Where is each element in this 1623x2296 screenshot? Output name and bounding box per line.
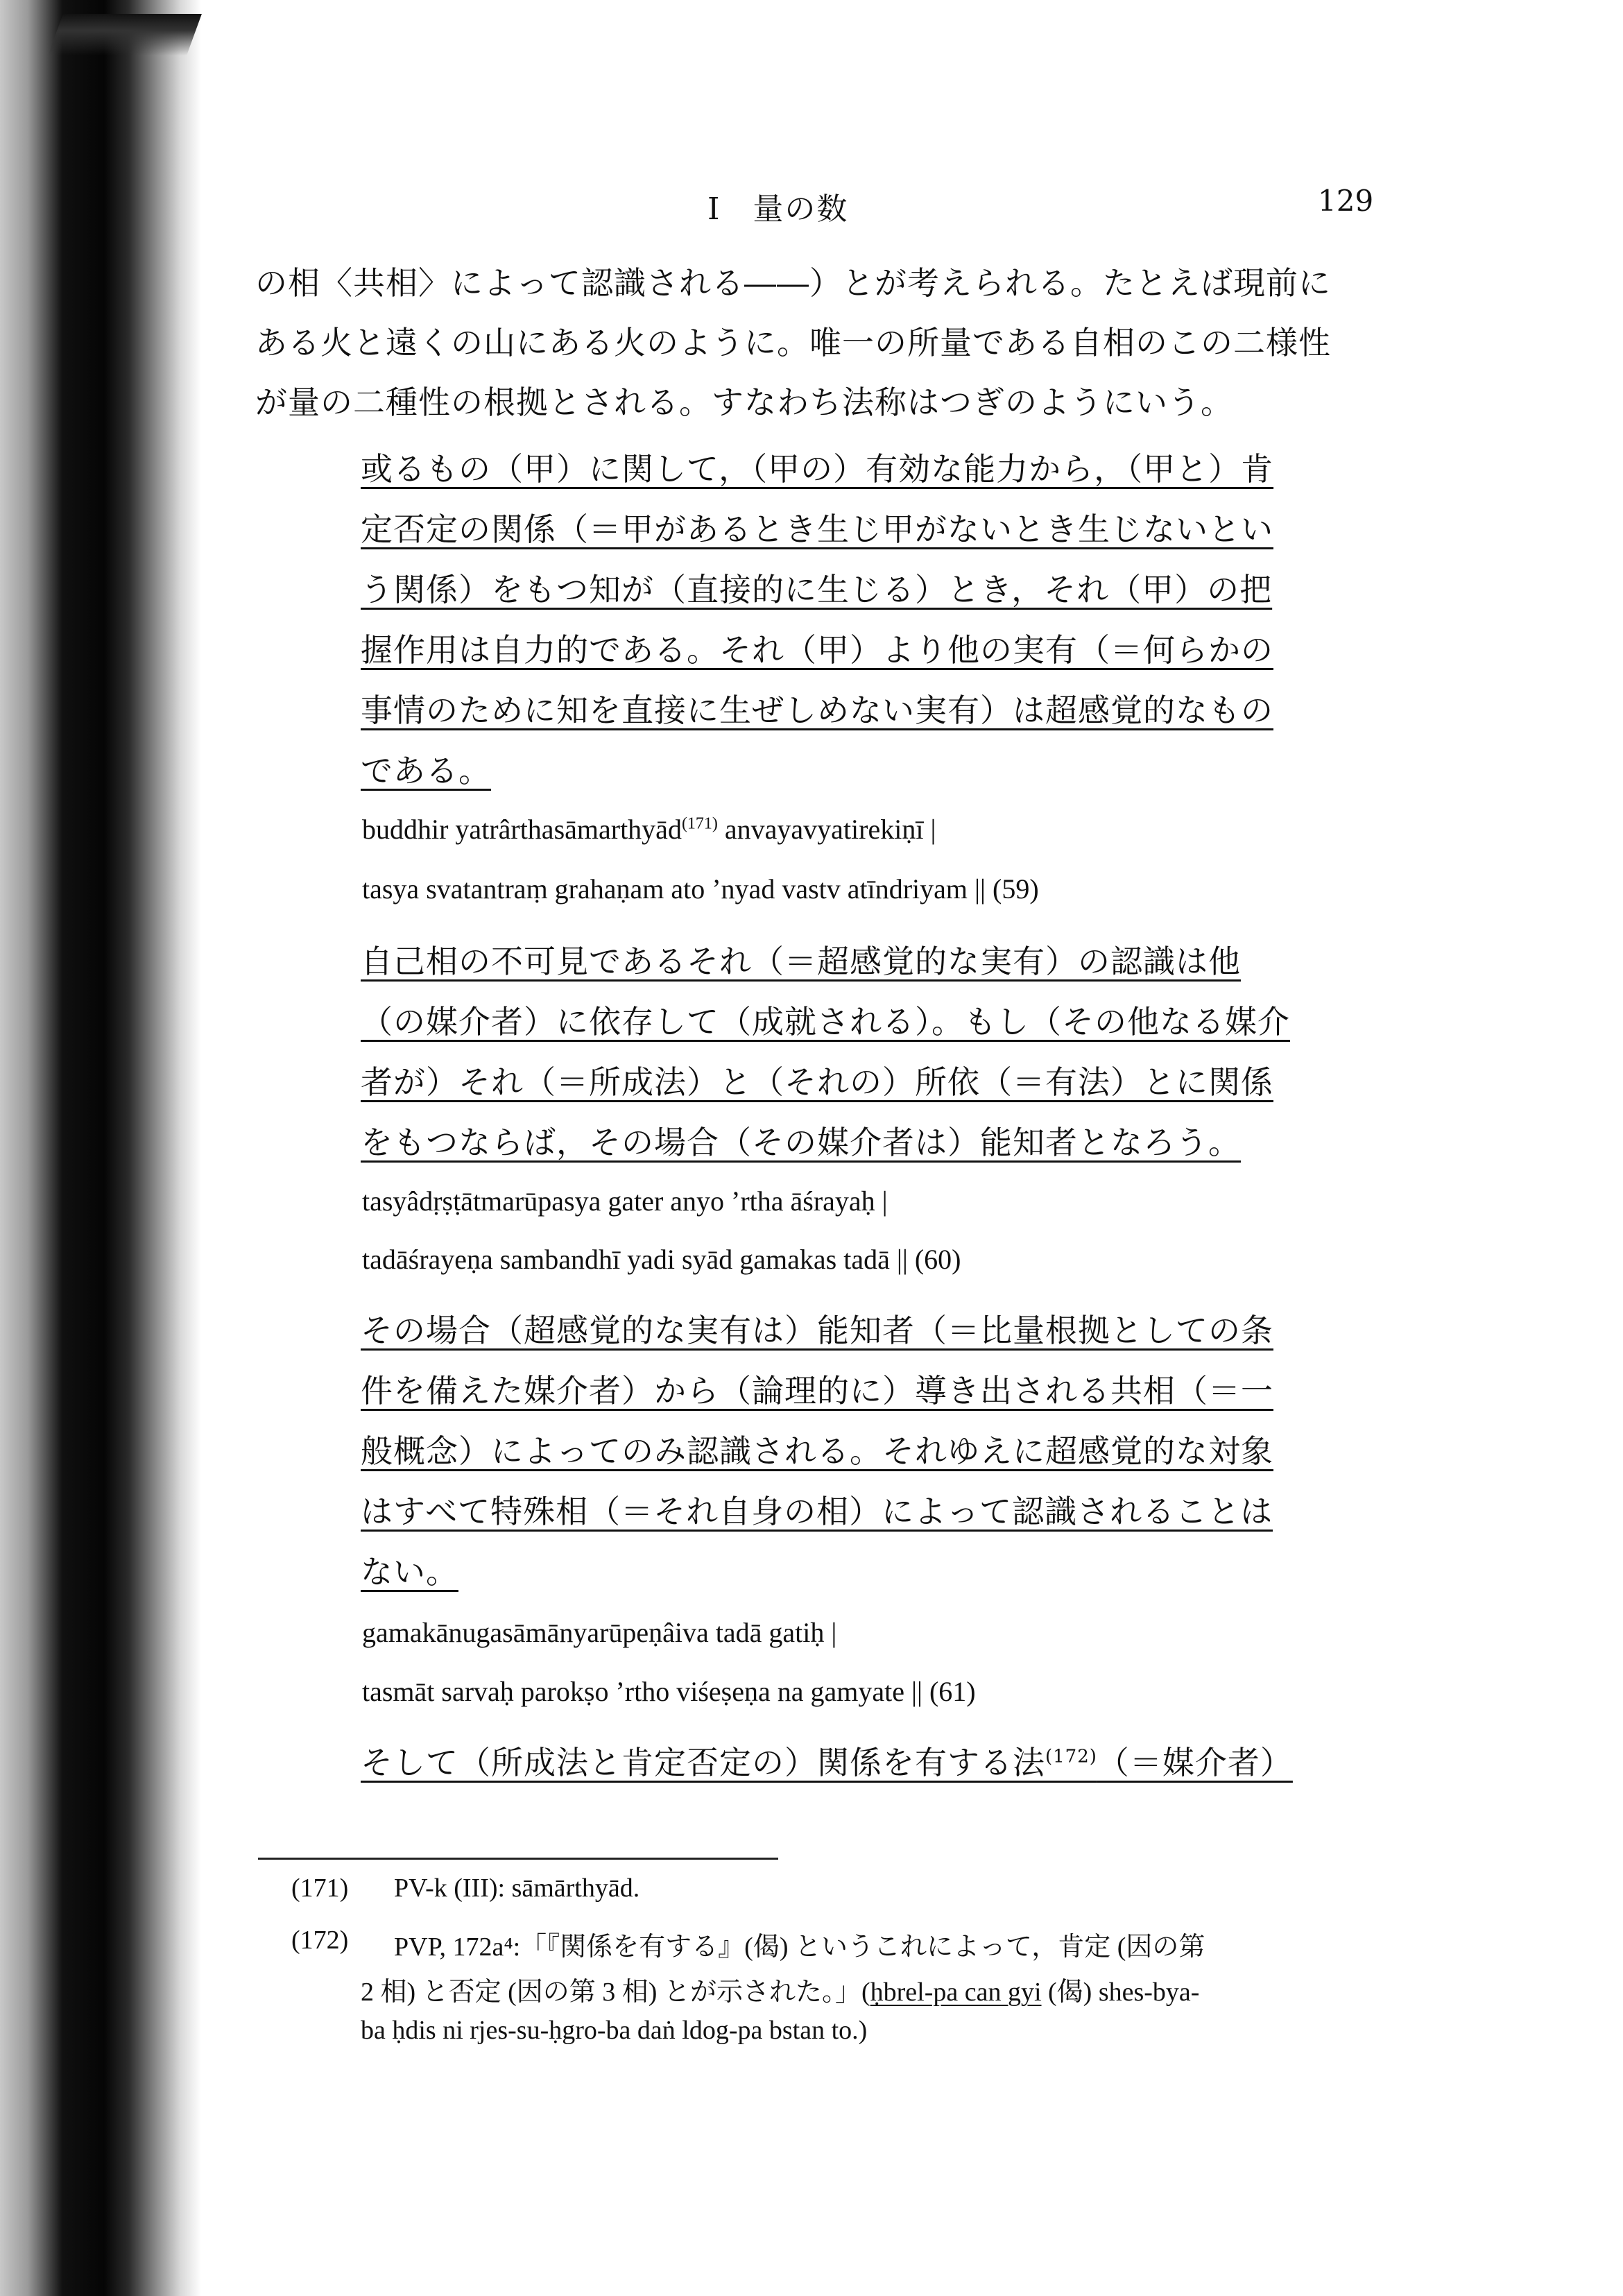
page-number: 129 [1318, 184, 1374, 218]
translation-line: をもつならば，その場合（その媒介者は）能知者となろう。 [361, 1124, 1241, 1161]
footnote-number: (171) [291, 1874, 349, 1903]
intro-line: の相〈共相〉によって認識される――）とが考えられる。たとえば現前に [255, 264, 1331, 302]
translation-line: （の媒介者）に依存して（成就される）。もし（その他なる媒介 [361, 1003, 1290, 1040]
sanskrit-verse-line: tadāśrayeṇa sambandhī yadi syād gamakas tadā || (60) [362, 1244, 961, 1275]
footnote-number: (172) [291, 1926, 349, 1955]
translation-line: 或るもの（甲）に関して，（甲の）有効な能力から，（甲と）肯 [361, 450, 1274, 488]
footnote-ref-171[interactable]: (171) [681, 814, 718, 833]
translation-line [361, 1738, 1293, 1783]
translation-text: （＝媒介者） [1097, 1744, 1293, 1781]
translation-line: である。 [361, 752, 491, 789]
footnote-text: PVP, 172a⁴:「『関係を有する』(偈) というこれによって，肯定 (因の第 [394, 1933, 1205, 1962]
translation-line: 事情のために知を直接に生ぜしめない実有）は超感覚的なもの [361, 692, 1273, 729]
footnote-divider [258, 1858, 778, 1860]
sanskrit-verse-line: tasyâdṛṣṭātmarūpasya gater anyo ’rtha āśrayaḥ | [362, 1185, 888, 1217]
footnote-text [361, 1970, 1199, 2008]
tibetan-term: ḥbrel-pa can gyi [870, 1978, 1042, 2007]
translation-line: はすべて特殊相（＝それ自身の相）によって認識されることは [361, 1493, 1273, 1530]
intro-line: が量の二種性の根拠とされる。すなわち法称はつぎのようにいう。 [255, 384, 1233, 421]
footnote-text-part: (偈) shes-bya- [1041, 1978, 1200, 2007]
footnote-text: ba ḥdis ni rjes-su-ḥgro-ba daṅ ldog-pa bstan to.) [361, 2016, 868, 2045]
translation-line: 件を備えた媒介者）から（論理的に）導き出される共相（＝一 [361, 1372, 1273, 1410]
translation-line: 般概念）によってのみ認識される。それゆえに超感覚的な対象 [361, 1432, 1273, 1470]
book-spine-shadow [0, 0, 201, 2296]
footnote-ref-172[interactable]: (172) [1045, 1746, 1097, 1767]
sanskrit-verse-line: tasmāt sarvaḥ parokṣo ’rtho viśeṣeṇa na gamyate || (61) [362, 1676, 976, 1707]
running-header: I 量の数 [707, 191, 849, 227]
translation-line: 者が）それ（＝所成法）と（それの）所依（＝有法）とに関係 [361, 1063, 1273, 1101]
sanskrit-verse-line: tasya svatantraṃ grahaṇam ato ’nyad vastv atīndriyam || (59) [362, 873, 1039, 905]
footnote-text-part: 2 相) と否定 (因の第 3 相) とが示された。」( [361, 1978, 870, 2007]
intro-line: ある火と遠くの山にある火のように。唯一の所量である自相のこの二様性 [255, 324, 1331, 361]
translation-line: 握作用は自力的である。それ（甲）より他の実有（＝何らかの [361, 631, 1273, 669]
translation-text: そして（所成法と肯定否定の）関係を有する法 [361, 1744, 1045, 1781]
translation-line: 定否定の関係（＝甲があるとき生じ甲がないとき生じないとい [361, 511, 1273, 548]
translation-line: う関係）をもつ知が（直接的に生じる）とき，それ（甲）の把 [361, 571, 1273, 608]
book-spine-top-shadow [48, 14, 202, 55]
sanskrit-verse-line [362, 813, 936, 846]
sanskrit-verse-line: gamakānugasāmānyarūpeṇâiva tadā gatiḥ | [362, 1617, 837, 1648]
translation-line: その場合（超感覚的な実有は）能知者（＝比量根拠としての条 [361, 1312, 1273, 1349]
verse-text: buddhir yatrârthasāmarthyād [362, 814, 682, 845]
translation-line: ない。 [361, 1553, 458, 1591]
verse-text: anvayavyatirekiṇī | [717, 814, 936, 845]
footnote-text: PV-k (III): sāmārthyād. [394, 1874, 640, 1903]
translation-line: 自己相の不可見であるそれ（＝超感覚的な実有）の認識は他 [361, 943, 1241, 980]
